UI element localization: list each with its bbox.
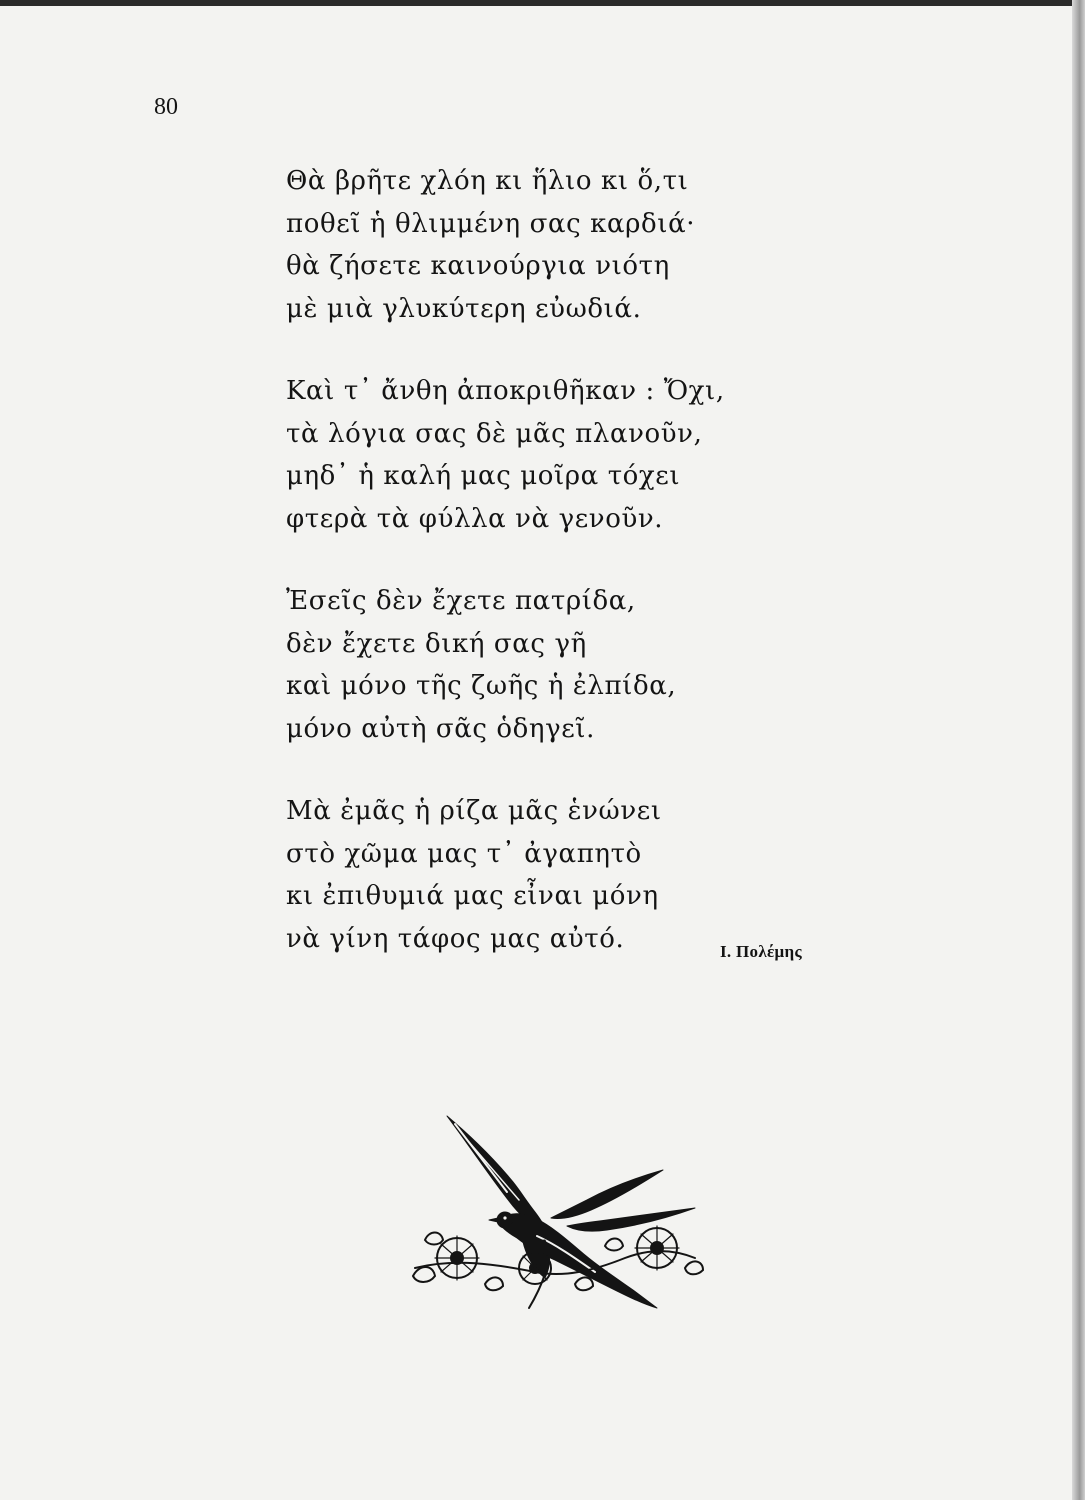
stanza-2 — [286, 370, 806, 540]
stanza-3 — [286, 580, 806, 750]
poem-author: Ι. Πολέμης — [720, 942, 802, 961]
swallow-with-flowers-icon — [395, 1108, 715, 1313]
poem-line: δὲν ἔχετε δική σας γῆ — [286, 628, 587, 659]
poem-line: τὰ λόγια σας δὲ μᾶς πλανοῦν, — [286, 418, 703, 449]
poem-line: Θὰ βρῆτε χλόη κι ἥλιο κι ὅ,τι — [286, 166, 689, 196]
poem-line: μὲ μιὰ γλυκύτερη εὐωδιά. — [286, 293, 642, 324]
poem-line: μόνο αὐτὴ σᾶς ὁδηγεῖ. — [286, 713, 595, 744]
poem — [286, 160, 806, 1000]
poem-line: φτερὰ τὰ φύλλα νὰ γενοῦν. — [286, 503, 664, 534]
poem-line: κι ἐπιθυμιά μας εἶναι μόνη — [286, 881, 659, 911]
poem-line: στὸ χῶμα μας τ᾽ ἀγαπητὸ — [286, 838, 642, 869]
poem-line: καὶ μόνο τῆς ζωῆς ἡ ἐλπίδα, — [286, 671, 677, 701]
poem-line: μηδ᾽ ἡ καλή μας μοῖρα τόχει — [286, 461, 681, 491]
poem-line: Ἐσεῖς δὲν ἔχετε πατρίδα, — [286, 586, 636, 616]
stanza-1 — [286, 160, 806, 330]
stanza-4 — [286, 790, 806, 960]
poem-line: θὰ ζήσετε καινούργια νιότη — [286, 251, 670, 281]
poem-line: Καὶ τ᾽ ἄνθη ἀποκριθῆκαν : Ὄχι, — [286, 376, 725, 406]
poem-line: Μὰ ἐμᾶς ἡ ρίζα μᾶς ἑνώνει — [286, 796, 662, 826]
page-number: 80 — [154, 94, 178, 120]
poem-line: νὰ γίνη τάφος μας αὐτό. — [286, 923, 625, 954]
poem-line: ποθεῖ ἡ θλιμμένη σας καρδιά· — [286, 208, 696, 239]
page-right-edge — [1072, 0, 1085, 1500]
